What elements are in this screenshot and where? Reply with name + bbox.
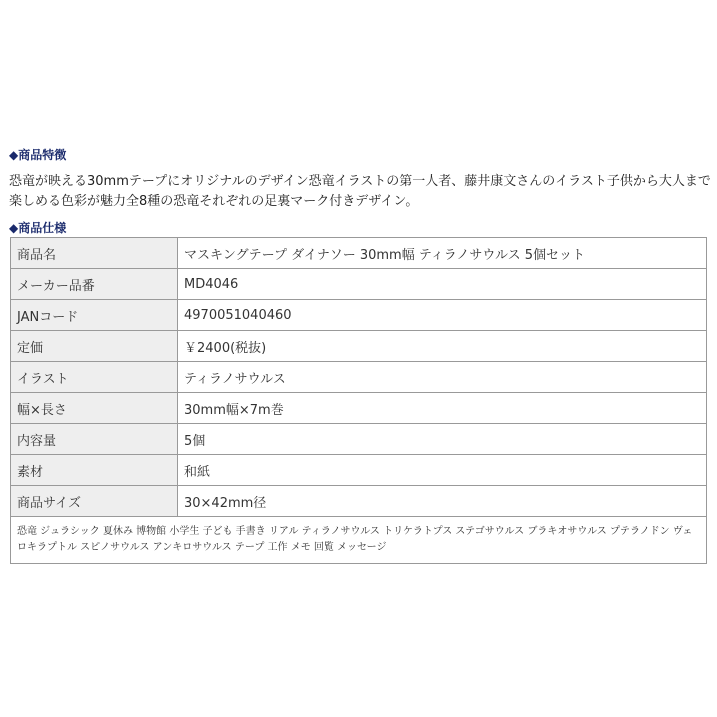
- features-line-2: 楽しめる色彩が魅力全8種の恐竜それぞれの足裏マーク付きデザイン。: [9, 194, 419, 209]
- spec-row-tags: [11, 517, 707, 564]
- spec-value: 30×42mm径: [178, 486, 707, 517]
- features-line-1: 恐竜が映える30mmテープにオリジナルのデザイン恐竜イラストの第一人者、藤井康文さんのイラスト子供から大人まで: [9, 174, 711, 189]
- spec-label: イラスト: [11, 362, 178, 393]
- spec-row-price: [11, 331, 707, 362]
- spec-row-maker-code: [11, 269, 707, 300]
- features-description: [9, 172, 715, 212]
- spec-label: 内容量: [11, 424, 178, 455]
- features-heading: ◆商品特徴: [9, 148, 67, 162]
- spec-label: 定価: [11, 331, 178, 362]
- spec-row-product-name: [11, 238, 707, 269]
- specs-heading: ◆商品仕様: [9, 221, 67, 235]
- spec-value: ティラノサウルス: [178, 362, 707, 393]
- spec-row-illustration: [11, 362, 707, 393]
- spec-value: MD4046: [178, 269, 707, 300]
- spec-value: マスキングテープ ダイナソー 30mm幅 ティラノサウルス 5個セット: [178, 238, 707, 269]
- spec-value: 5個: [178, 424, 707, 455]
- spec-row-jan-code: [11, 300, 707, 331]
- spec-row-dimensions: [11, 393, 707, 424]
- spec-label: 幅×長さ: [11, 393, 178, 424]
- spec-row-quantity: [11, 424, 707, 455]
- spec-table: [10, 237, 707, 564]
- spec-value: 4970051040460: [178, 300, 707, 331]
- spec-label: JANコード: [11, 300, 178, 331]
- spec-value: ￥2400(税抜): [178, 331, 707, 362]
- spec-value: 和紙: [178, 455, 707, 486]
- keyword-tags: 恐竜 ジュラシック 夏休み 博物館 小学生 子ども 手書き リアル ティラノサウルス トリケラトプス ステゴサウルス ブラキオサウルス プテラノドン ヴェロキラプトル スピノサウルス アンキロサウルス テープ 工作 メモ 回覧 メッセージ: [11, 517, 707, 564]
- spec-row-product-size: [11, 486, 707, 517]
- spec-value: 30mm幅×7m巻: [178, 393, 707, 424]
- spec-label: 商品サイズ: [11, 486, 178, 517]
- spec-label: 素材: [11, 455, 178, 486]
- spec-label: 商品名: [11, 238, 178, 269]
- spec-label: メーカー品番: [11, 269, 178, 300]
- spec-row-material: [11, 455, 707, 486]
